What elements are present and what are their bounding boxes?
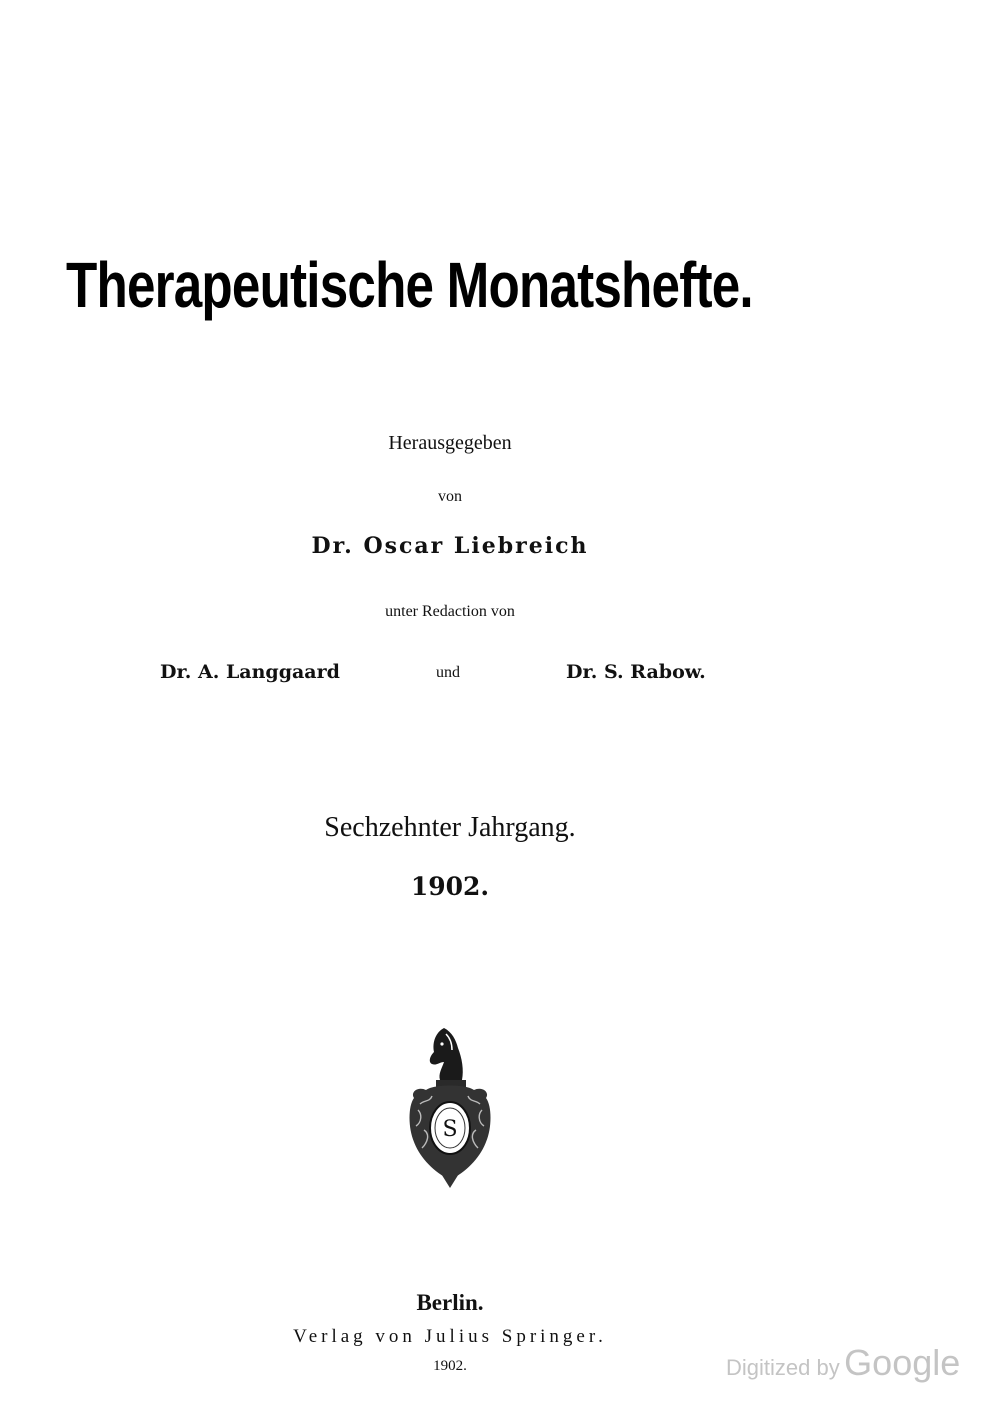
imprint-publisher: Verlag von Julius Springer. <box>293 1326 607 1347</box>
journal-title: Therapeutische Monatshefte. <box>66 249 753 321</box>
von-label: von <box>438 488 462 505</box>
svg-text:S: S <box>442 1117 458 1142</box>
watermark-prefix: Digitized by <box>726 1355 840 1380</box>
watermark-brand: Google <box>844 1342 961 1383</box>
co-editor-right: Dr. S. Rabow. <box>566 661 706 683</box>
co-editor-connector: und <box>436 664 460 681</box>
published-by-label: Herausgegeben <box>388 432 512 454</box>
springer-knight-emblem-icon <box>400 1022 500 1190</box>
redaction-label: unter Redaction von <box>385 603 515 620</box>
editor-name: Dr. Oscar Liebreich <box>311 533 589 559</box>
digitized-watermark <box>726 1342 960 1384</box>
imprint-year: 1902. <box>433 1358 467 1374</box>
volume-label: Sechzehnter Jahrgang. <box>324 812 576 843</box>
co-editor-left: Dr. A. Langgaard <box>160 661 340 683</box>
imprint-city: Berlin. <box>416 1290 484 1315</box>
volume-year: 1902. <box>410 872 490 901</box>
